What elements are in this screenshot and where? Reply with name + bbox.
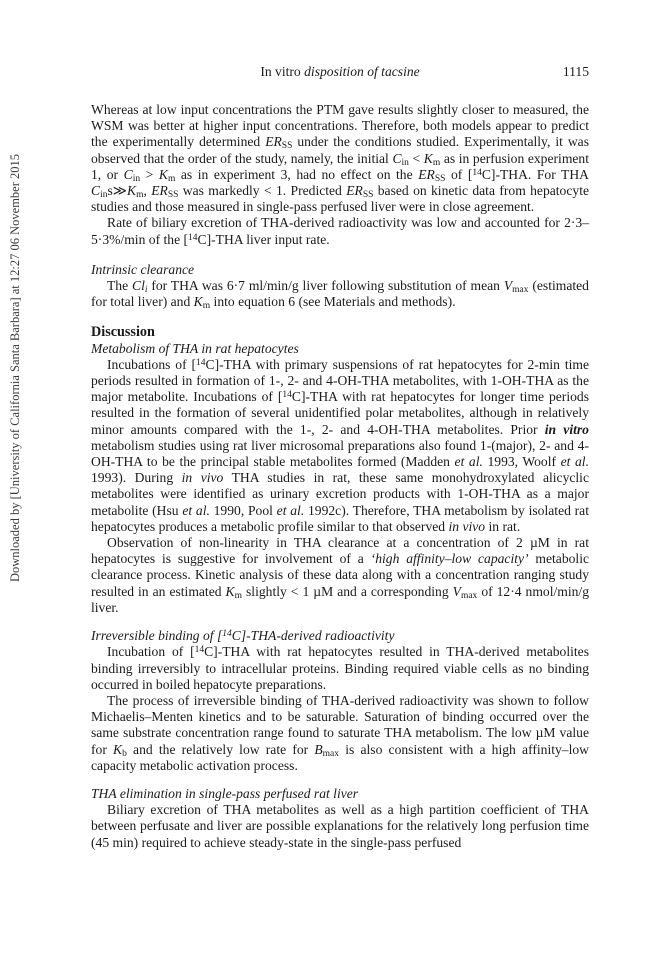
elimination-heading: THA elimination in single-pass perfused rat liver [91,785,359,801]
page-number: 1115 [562,64,589,79]
discussion-heading: Discussion [91,324,155,341]
intro-paragraph: Whereas at low input concentrations the PTM gave results slightly closer to measured, the WSM was better at higher input concentrations. Therefore, both models appear to predict the experimentally determined $ER_{SS}$ under the conditions studied. Experimentally, it was observed that the order of the study, namely, the initial $C_{in} < K_m$ as in perfusion experiment 1, or $C_{in} > K_m$ as in experiment 3, had no effect on the $ER_{SS}$ of [$^{14}$C]-THA. For THA $C_{in}s≫K_m$, $ER_{SS}$ was markedly < 1. Predicted $ER_{SS}$ based on kinetic data from hepatocyte studies and those measured in single-pass perfused liver were in close agreement. [91,102,589,215]
intrinsic-clearance-paragraph: The $Cl_i$ for THA was 6·7 ml/min/g liver following substitution of mean $V_{max}$ (estimated for total liver) and $K_m$ into equation 6 (see Materials and methods). [91,278,589,312]
running-head-title-plain: In vitro [260,64,305,79]
running-head [91,64,589,82]
metabolism-paragraph-1: Incubations of [$^{14}$C]-THA with primary suspensions of rat hepatocytes for 2-min time periods resulted in formation of 1-, 2- and 4-OH-THA metabolites, with 1-OH-THA as the major metabolite. Incubations of [$^{14}$C]-THA with rat hepatocytes for longer time periods resulted in the formation of several unidentified polar metabolites, although in relatively minor amounts compared with the 1-, 2- and 4-OH-THA metabolites. Prior in vitro metabolism studies using rat liver microsomal preparations also found 1-(major), 2- and 4-OH-THA to be the principal stable metabolites formed (Madden et al. 1993, Woolf et al. 1993). During in vivo THA studies in rat, these same monohydroxylated alicyclic metabolites were identified as urinary excretion products with 1-OH-THA as a major metabolite (Hsu et al. 1990, Pool et al. 1992c). Therefore, THA metabolism by isolated rat hepatocytes produces a metabolic profile similar to that observed in vivo in rat. [91,356,589,534]
watermark-text: Downloaded by [University of California Santa Barbara] at 12:27 06 November 2015 [7,153,22,582]
download-watermark [6,108,24,628]
metabolism-paragraph-2: Observation of non-linearity in THA clearance at a concentration of 2 µM in rat hepatocytes is suggestive for involvement of a ‘high affinity–low capacity’ metabolic clearance process. Kinetic analysis of these data along with a concentration ranging study resulted in an estimated $K_m$ slightly < 1 µM and a corresponding $V_{max}$ of 12·4 nmol/min/g liver. [91,535,590,615]
elimination-paragraph: Biliary excretion of THA metabolites as well as a high partition coefficient of THA between perfusate and liver are possible explanations for the relatively long perfusion time (45 min) required to achieve steady-state in the single-pass perfused [91,802,589,850]
biliary-paragraph: Rate of biliary excretion of THA-derived radioactivity was low and accounted for 2·3–5·3%/min of the [$^{14}$C]-THA liver input rate. [91,215,589,247]
running-head-title [91,64,589,80]
metabolism-subheading: Metabolism of THA in rat hepatocytes [91,340,299,356]
irreversible-paragraph-2: The process of irreversible binding of THA-derived radioactivity was shown to follow Michaelis–Menten kinetics and to be saturable. Saturation of binding occurred over the same substrate concentration range found to saturate THA metabolism. The low µM value for $K_b$ and the relatively low rate for $B_{max}$ is also consistent with a high affinity–low capacity metabolic activation process. [91,692,589,773]
running-head-title-italic: disposition of tacsine [304,64,420,79]
irreversible-binding-heading: Irreversible binding of [$^{14}$C]-THA-derived radioactivity [91,628,395,644]
journal-page [91,64,589,851]
irreversible-paragraph-1: Incubation of [$^{14}$C]-THA with rat hepatocytes resulted in THA-derived metabolites binding irreversibly to intracellular proteins. Binding required viable cells as no binding occurred in boiled hepatocyte preparations. [91,644,589,692]
intrinsic-clearance-heading: Intrinsic clearance [91,261,195,277]
